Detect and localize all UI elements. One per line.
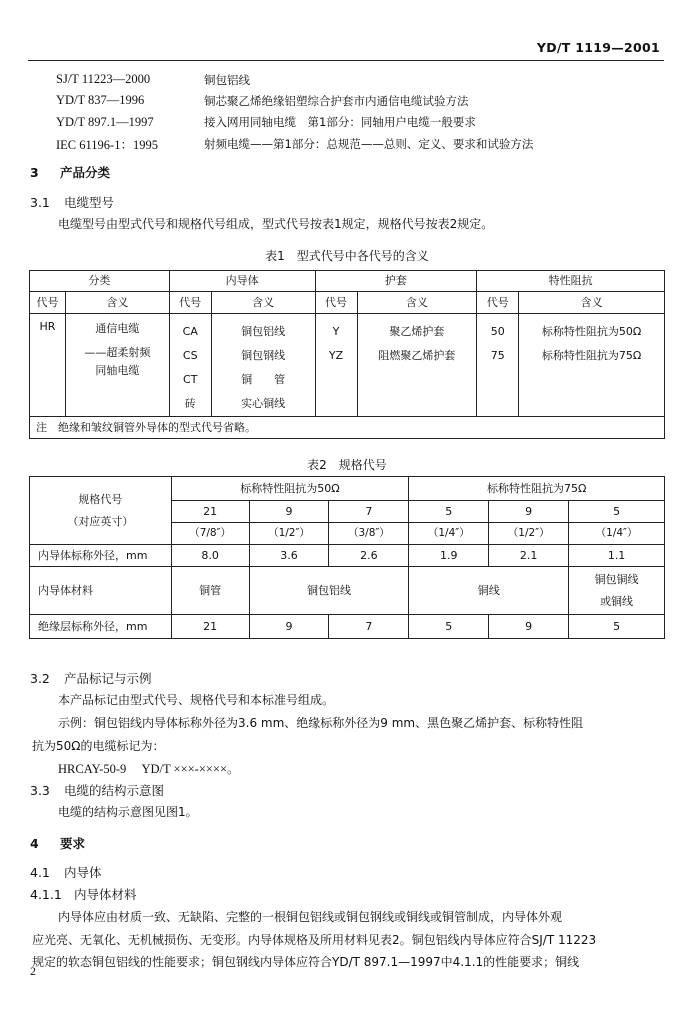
inner-diameter-value: 1.9 xyxy=(409,545,489,567)
impedance-codes: 50 75 xyxy=(477,314,519,417)
reference-title: 射频电缆——第1部分：总规范——总则、定义、要求和试验方法 xyxy=(204,136,534,151)
table-2-caption: 表2 规格代号 xyxy=(307,458,387,472)
section-4-1-1-line-3: 规定的软态铜包铝线的性能要求；铜包钢线内导体应符合YD/T 897.1—1997中4.1.1的性能要求；铜线 xyxy=(32,955,580,969)
product-mark-example: HRCAY-50-9 YD/T ×××-××××。 xyxy=(58,762,240,776)
inner-diameter-value: 3.6 xyxy=(249,545,329,567)
spec-inch: （1/4″） xyxy=(409,523,489,545)
spec-inch: （3/8″） xyxy=(329,523,409,545)
reference-item xyxy=(56,133,533,154)
insulation-diameter-value: 7 xyxy=(329,615,409,639)
spec-inch: （1/2″） xyxy=(249,523,329,545)
insulation-diameter-value: 5 xyxy=(409,615,489,639)
section-4-heading: 4 要求 xyxy=(30,836,86,851)
section-3-3-heading: 3.3 电缆的结构示意图 xyxy=(30,783,165,798)
spec-inch: （1/4″） xyxy=(569,523,665,545)
reference-item xyxy=(56,112,533,133)
reference-item xyxy=(56,69,533,90)
inner-meanings: 铜包铝线 铜包钢线 铜 管 实心铜线 xyxy=(211,314,315,417)
subheader-code: 代号 xyxy=(477,292,519,314)
spec-code: 9 xyxy=(489,501,569,523)
subheader-meaning: 含义 xyxy=(211,292,315,314)
section-3-1-heading: 3.1 电缆型号 xyxy=(30,195,115,210)
inner-diameter-value: 8.0 xyxy=(171,545,249,567)
inner-material-value: 铜线 xyxy=(409,567,569,615)
spec-inch: （1/2″） xyxy=(489,523,569,545)
subheader-code: 代号 xyxy=(30,292,66,314)
standard-code-header: YD/T 1119—2001 xyxy=(536,40,660,55)
spec-code: 5 xyxy=(409,501,489,523)
class-code: HR xyxy=(30,314,66,417)
insulation-diameter-value: 5 xyxy=(569,615,665,639)
section-3-2-example-cont: 抗为50Ω的电缆标记为： xyxy=(32,739,165,753)
section-3-2-text: 本产品标记由型式代号、规格代号和本标准号组成。 xyxy=(58,693,335,707)
reference-code: SJ/T 11223—2000 xyxy=(56,72,151,87)
insulation-diameter-value: 21 xyxy=(171,615,249,639)
subheader-meaning: 含义 xyxy=(519,292,665,314)
reference-title: 铜包铝线 xyxy=(204,72,250,87)
section-3-2-example: 示例：铜包铝线内导体标称外径为3.6 mm、绝缘标称外径为9 mm、黑色聚乙烯护套、标称特性阻 xyxy=(58,716,584,730)
class-meaning: 通信电缆 ——超柔射频 同轴电缆 xyxy=(65,314,169,417)
reference-code: IEC 61196-1：1995 xyxy=(56,137,158,152)
subheader-code: 代号 xyxy=(169,292,211,314)
reference-code: YD/T 837—1996 xyxy=(56,93,145,108)
inner-diameter-value: 2.6 xyxy=(329,545,409,567)
header-rule xyxy=(28,60,664,61)
inner-material-value: 铜管 xyxy=(171,567,249,615)
inner-diameter-value: 1.1 xyxy=(569,545,665,567)
inner-material-value: 铜包铝线 xyxy=(249,567,409,615)
impedance-meanings: 标称特性阻抗为50Ω 标称特性阻抗为75Ω xyxy=(519,314,665,417)
reference-list xyxy=(56,69,533,154)
insulation-diameter-value: 9 xyxy=(249,615,329,639)
spec-code: 9 xyxy=(249,501,329,523)
section-4-1-1-heading: 4.1.1 内导体材料 xyxy=(30,887,137,902)
sheath-meanings: 聚乙烯护套 阻燃聚乙烯护套 xyxy=(357,314,477,417)
section-4-1-heading: 4.1 内导体 xyxy=(30,865,102,880)
section-3-heading: 3 产品分类 xyxy=(30,165,111,180)
subheader-code: 代号 xyxy=(315,292,357,314)
insulation-diameter-value: 9 xyxy=(489,615,569,639)
section-4-1-1-line-1: 内导体应由材质一致、无缺陷、完整的一根铜包铝线或铜包钢线或铜线或铜管制成，内导体外观 xyxy=(58,910,563,924)
header-classification: 分类 xyxy=(30,271,170,292)
header-sheath: 护套 xyxy=(315,271,477,292)
section-3-1-text: 电缆型号由型式代号和规格代号组成，型式代号按表1规定，规格代号按表2规定。 xyxy=(58,217,494,231)
spec-code-header: 规格代号 （对应英寸） xyxy=(30,477,172,545)
row-inner-material-label: 内导体材料 xyxy=(30,567,172,615)
row-insulation-diameter-label: 绝缘层标称外径，mm xyxy=(30,615,172,639)
section-3-3-text: 电缆的结构示意图见图1。 xyxy=(58,805,198,819)
inner-diameter-value: 2.1 xyxy=(489,545,569,567)
section-4-1-1-line-2: 应光亮、无氧化、无机械损伤、无变形。内导体规格及所用材料见表2。铜包铝线内导体应符合SJ/T 11223 xyxy=(32,933,597,947)
table-1 xyxy=(29,270,665,439)
spec-inch: （7/8″） xyxy=(171,523,249,545)
group-50-ohm: 标称特性阻抗为50Ω xyxy=(171,477,409,501)
subheader-meaning: 含义 xyxy=(65,292,169,314)
reference-title: 铜芯聚乙烯绝缘铝塑综合护套市内通信电缆试验方法 xyxy=(204,93,469,108)
spec-code: 5 xyxy=(569,501,665,523)
header-inner-conductor: 内导体 xyxy=(169,271,315,292)
reference-item xyxy=(56,90,533,111)
reference-code: YD/T 897.1—1997 xyxy=(56,114,154,129)
table-2 xyxy=(29,476,665,639)
spec-code: 21 xyxy=(171,501,249,523)
sheath-codes: Y YZ xyxy=(315,314,357,417)
inner-material-value: 铜包铜线 或铜线 xyxy=(569,567,665,615)
reference-title: 接入网用同轴电缆 第1部分：同轴用户电缆一般要求 xyxy=(204,115,476,130)
section-3-2-heading: 3.2 产品标记与示例 xyxy=(30,671,152,686)
table-1-caption: 表1 型式代号中各代号的含义 xyxy=(265,249,429,263)
inner-codes: CA CS CT 砖 xyxy=(169,314,211,417)
subheader-meaning: 含义 xyxy=(357,292,477,314)
group-75-ohm: 标称特性阻抗为75Ω xyxy=(409,477,665,501)
page-number: 2 xyxy=(30,964,36,978)
spec-code: 7 xyxy=(329,501,409,523)
header-impedance: 特性阻抗 xyxy=(477,271,665,292)
row-inner-diameter-label: 内导体标称外径，mm xyxy=(30,545,172,567)
table-1-note: 注 绝缘和皱纹铜管外导体的型式代号省略。 xyxy=(30,417,665,439)
